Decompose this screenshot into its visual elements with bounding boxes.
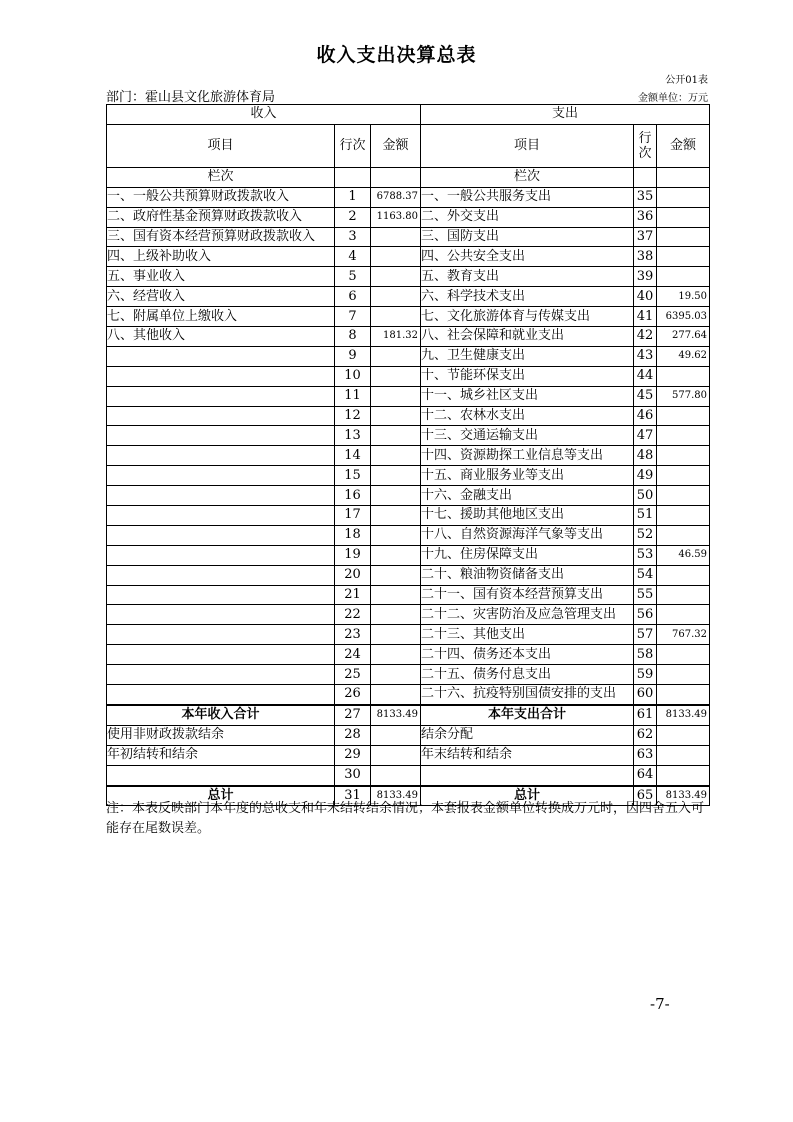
income-item-header: 项目 [107,124,335,167]
expense-row-number: 36 [634,207,657,227]
income-amount [371,386,421,406]
expense-row-number: 60 [634,685,657,705]
empty-cell [657,167,710,187]
expense-row-number: 52 [634,525,657,545]
expense-row-number: 46 [634,406,657,426]
expense-row-number: 59 [634,665,657,685]
expense-item: 二十三、其他支出 [421,625,634,645]
income-item [107,605,335,625]
expense-item: 二十二、灾害防治及应急管理支出 [421,605,634,625]
income-row-number: 21 [335,585,371,605]
expense-amount [657,187,710,207]
expense-row-number: 45 [634,386,657,406]
income-item: 六、经营收入 [107,287,335,307]
income-item [107,525,335,545]
expense-item: 七、文化旅游体育与传媒支出 [421,307,634,327]
income-amount [371,605,421,625]
income-amount [371,406,421,426]
form-number: 公开01表 [665,75,708,86]
income-item: 七、附属单位上缴收入 [107,307,335,327]
expense-row-number: 48 [634,446,657,466]
table-row [107,765,710,785]
expense-amount [657,645,710,665]
header-row-columns [107,124,710,167]
subtotal-row-income-amount: 8133.49 [371,705,421,725]
table-row [107,247,710,267]
table-row [107,525,710,545]
income-item [107,765,335,785]
income-amount [371,545,421,565]
footnote: 注：本表反映部门本年度的总收支和年末结转结余情况；本套报表金额单位转换成万元时，因四舍五入可能存在尾数误差。 [106,801,705,836]
expense-amount: 577.80 [657,386,710,406]
income-amount [371,625,421,645]
income-amount [371,267,421,287]
page-number: -7- [650,995,670,1013]
expense-item: 五、教育支出 [421,267,634,287]
expense-amount [657,765,710,785]
income-amount [371,565,421,585]
expense-amount: 46.59 [657,545,710,565]
expense-item: 二十六、抗疫特别国债安排的支出 [421,685,634,705]
income-item [107,386,335,406]
table-row [107,665,710,685]
income-item [107,665,335,685]
table-row [107,267,710,287]
total-row-expense-amount: 8133.49 [657,786,710,806]
expense-amount [657,426,710,446]
expense-amount [657,506,710,526]
expense-row-number: 57 [634,625,657,645]
income-amount [371,685,421,705]
expense-row-number: 43 [634,346,657,366]
subtotal-row-expense-amount: 8133.49 [657,705,710,725]
table-row [107,466,710,486]
income-item [107,406,335,426]
expense-row-number: 50 [634,486,657,506]
table-row [107,745,710,765]
income-amount: 6788.37 [371,187,421,207]
expense-row-number: 51 [634,506,657,526]
expense-row-number: 62 [634,725,657,745]
income-amount [371,486,421,506]
expense-item: 十、节能环保支出 [421,366,634,386]
expense-item: 四、公共安全支出 [421,247,634,267]
expense-row-number: 56 [634,605,657,625]
empty-cell [335,167,371,187]
table-row [107,287,710,307]
income-row-number: 7 [335,307,371,327]
expense-row-number: 53 [634,545,657,565]
expense-amount [657,525,710,545]
empty-cell [634,167,657,187]
header-row-sections [107,105,710,125]
total-row-expense-row-number: 65 [634,786,657,806]
amount-unit-label: 金额单位：万元 [638,93,708,104]
expense-item-header: 项目 [421,124,634,167]
income-row-number: 26 [335,685,371,705]
expense-amount [657,565,710,585]
expense-item: 十七、援助其他地区支出 [421,506,634,526]
income-row-number: 15 [335,466,371,486]
expense-row-number: 40 [634,287,657,307]
expense-item: 二十、粮油物资储备支出 [421,565,634,585]
income-amount [371,765,421,785]
expense-amount [657,665,710,685]
income-item [107,545,335,565]
income-amount [371,506,421,526]
income-item [107,625,335,645]
subtotal-row-expense-label: 本年支出合计 [421,705,634,725]
income-amount [371,307,421,327]
income-item: 四、上级补助收入 [107,247,335,267]
income-item: 一、一般公共预算财政拨款收入 [107,187,335,207]
income-row-number: 5 [335,267,371,287]
table-row [107,685,710,705]
income-item: 三、国有资本经营预算财政拨款收入 [107,227,335,247]
empty-cell [371,167,421,187]
expense-item: 十二、农林水支出 [421,406,634,426]
total-row-income-amount: 8133.49 [371,786,421,806]
table-row [107,585,710,605]
income-row-number: 14 [335,446,371,466]
expense-row-number: 37 [634,227,657,247]
income-row-number: 4 [335,247,371,267]
expense-item: 十八、自然资源海洋气象等支出 [421,525,634,545]
expense-item: 九、卫生健康支出 [421,346,634,366]
income-amount [371,426,421,446]
expense-amount: 6395.03 [657,307,710,327]
income-row-number: 30 [335,765,371,785]
table-row [107,446,710,466]
income-row-number: 17 [335,506,371,526]
expense-amount [657,366,710,386]
income-row-number: 11 [335,386,371,406]
income-item [107,426,335,446]
expense-amount [657,605,710,625]
income-row-number: 2 [335,207,371,227]
table-row [107,227,710,247]
expense-item: 二、外交支出 [421,207,634,227]
table-row [107,386,710,406]
income-amount [371,366,421,386]
total-row-expense-label: 总计 [421,786,634,806]
expense-row-number: 63 [634,745,657,765]
total-row-income-row-number: 31 [335,786,371,806]
table-row [107,327,710,347]
table-row [107,725,710,745]
income-amount [371,446,421,466]
table-row [107,545,710,565]
table-row [107,645,710,665]
expense-amount: 767.32 [657,625,710,645]
income-item: 二、政府性基金预算财政拨款收入 [107,207,335,227]
income-item [107,366,335,386]
income-row-number: 12 [335,406,371,426]
income-row-number: 23 [335,625,371,645]
expense-row-number: 35 [634,187,657,207]
expense-row-number: 44 [634,366,657,386]
income-amount [371,227,421,247]
expense-amount [657,585,710,605]
subtotal-row [107,705,710,725]
expense-amount [657,466,710,486]
income-row-number: 8 [335,327,371,347]
income-item [107,685,335,705]
table-row [107,625,710,645]
income-row-number: 10 [335,366,371,386]
page-title: 收入支出决算总表 [316,44,477,66]
expense-row-number: 39 [634,267,657,287]
income-amount [371,287,421,307]
expense-row-number: 58 [634,645,657,665]
expense-item: 二十一、国有资本经营预算支出 [421,585,634,605]
expense-item: 结余分配 [421,725,634,745]
income-item: 八、其他收入 [107,327,335,347]
expense-item [421,765,634,785]
income-row-number: 18 [335,525,371,545]
table-row [107,565,710,585]
income-amount [371,247,421,267]
expense-amount [657,227,710,247]
income-item: 年初结转和结余 [107,745,335,765]
income-amount: 1163.80 [371,207,421,227]
income-row-number: 13 [335,426,371,446]
column-sequence-row [107,167,710,187]
table-row [107,486,710,506]
table-row [107,366,710,386]
expense-amount [657,745,710,765]
expense-item: 十五、商业服务业等支出 [421,466,634,486]
expense-amount [657,486,710,506]
expense-amount [657,267,710,287]
income-item [107,585,335,605]
expense-amount [657,725,710,745]
income-item [107,565,335,585]
expense-amount: 277.64 [657,327,710,347]
expense-row-number: 49 [634,466,657,486]
table-row [107,605,710,625]
income-row-number: 6 [335,287,371,307]
expense-row-number: 42 [634,327,657,347]
income-row-number: 3 [335,227,371,247]
income-row-number: 28 [335,725,371,745]
income-row-number: 25 [335,665,371,685]
income-expense-summary-table [106,104,710,806]
income-amount [371,745,421,765]
income-amount [371,725,421,745]
income-section-header: 收入 [107,105,421,125]
income-item [107,466,335,486]
table-row [107,307,710,327]
income-item: 五、事业收入 [107,267,335,287]
income-item: 使用非财政拨款结余 [107,725,335,745]
expense-amount [657,685,710,705]
expense-section-header: 支出 [421,105,710,125]
expense-item: 十四、资源勘探工业信息等支出 [421,446,634,466]
income-item [107,346,335,366]
expense-row-number: 55 [634,585,657,605]
income-amount [371,585,421,605]
table-row [107,406,710,426]
income-amount [371,346,421,366]
table-row [107,346,710,366]
expense-item: 二十四、债务还本支出 [421,645,634,665]
expense-row-number: 38 [634,247,657,267]
subtotal-row-income-label: 本年收入合计 [107,705,335,725]
income-row-number: 22 [335,605,371,625]
income-amount: 181.32 [371,327,421,347]
expense-item: 十三、交通运输支出 [421,426,634,446]
expense-item: 一、一般公共服务支出 [421,187,634,207]
table-row [107,207,710,227]
expense-item: 十一、城乡社区支出 [421,386,634,406]
income-row-number: 20 [335,565,371,585]
income-item [107,446,335,466]
table-row [107,187,710,207]
expense-amount: 19.50 [657,287,710,307]
income-item [107,506,335,526]
expense-item: 年末结转和结余 [421,745,634,765]
income-row-number: 1 [335,187,371,207]
income-row-no-header: 行次 [335,124,371,167]
income-row-number: 19 [335,545,371,565]
income-item [107,645,335,665]
expense-amount [657,446,710,466]
income-amount [371,466,421,486]
expense-item: 八、社会保障和就业支出 [421,327,634,347]
income-amount [371,645,421,665]
expense-column-seq: 栏次 [421,167,634,187]
income-row-number: 9 [335,346,371,366]
table-row [107,506,710,526]
expense-row-number: 41 [634,307,657,327]
expense-item: 三、国防支出 [421,227,634,247]
department-label: 部门：霍山县文化旅游体育局 [106,90,276,105]
income-column-seq: 栏次 [107,167,335,187]
income-amount [371,665,421,685]
expense-amount: 49.62 [657,346,710,366]
expense-item: 六、科学技术支出 [421,287,634,307]
expense-amount-header: 金额 [657,124,710,167]
expense-amount [657,406,710,426]
expense-item: 十九、住房保障支出 [421,545,634,565]
income-amount [371,525,421,545]
expense-row-no-header [634,124,657,167]
subtotal-row-expense-row-number: 61 [634,705,657,725]
expense-row-number: 54 [634,565,657,585]
expense-row-number: 64 [634,765,657,785]
income-row-number: 16 [335,486,371,506]
income-amount-header: 金额 [371,124,421,167]
total-row-income-label: 总计 [107,786,335,806]
expense-item: 十六、金融支出 [421,486,634,506]
subtotal-row-income-row-number: 27 [335,705,371,725]
table-row [107,426,710,446]
expense-row-no-header-text: 行 次 [638,130,652,161]
expense-item: 二十五、债务付息支出 [421,665,634,685]
income-item [107,486,335,506]
income-row-number: 24 [335,645,371,665]
expense-amount [657,247,710,267]
expense-row-number: 47 [634,426,657,446]
expense-amount [657,207,710,227]
income-row-number: 29 [335,745,371,765]
